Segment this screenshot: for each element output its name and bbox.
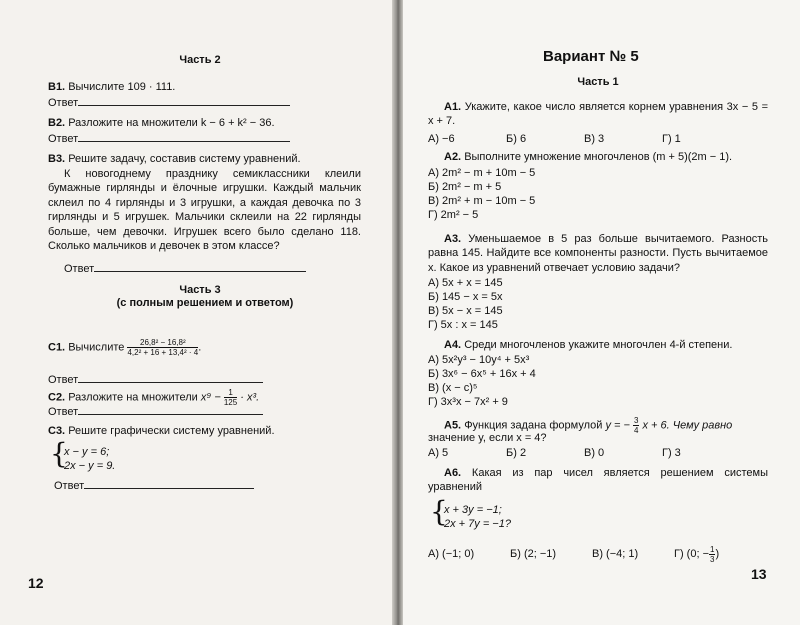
task-a3-label: А3. — [444, 233, 462, 245]
a4-options — [428, 353, 536, 409]
part3-title: Часть 3 — [179, 284, 221, 296]
c2-denominator: 125 — [223, 398, 238, 407]
task-a1-label: А1. — [444, 101, 462, 113]
task-b1-label: В1. — [48, 81, 66, 93]
a5-formula-a: y = − — [605, 419, 630, 432]
answer-line[interactable] — [78, 372, 263, 383]
task-a5-text-b: значение y, если x = 4? — [428, 432, 547, 444]
task-b3-label: В3. — [48, 153, 66, 165]
answer-line[interactable] — [84, 478, 254, 489]
answer-label: Ответ — [54, 480, 85, 492]
a5-options — [428, 446, 681, 460]
part2-title: Часть 2 — [179, 54, 221, 66]
task-a2-text: Выполните умножение многочленов (m + 5)(2m − 1). — [464, 151, 733, 163]
a3-option[interactable]: А) 5x + x = 145 — [428, 277, 503, 289]
task-b2 — [48, 116, 275, 130]
answer-label: Ответ — [48, 374, 79, 386]
c1-numerator: 26,8² − 16,8² — [127, 338, 198, 348]
a3-option[interactable]: Г) 5x : x = 145 — [428, 319, 498, 331]
task-b2-answer — [48, 131, 290, 146]
answer-label: Ответ — [64, 263, 95, 275]
a5-option[interactable]: Б) 2 — [506, 447, 527, 459]
task-c3-label: С3. — [48, 425, 66, 437]
a5-formula-b: x + 6. Чему равно — [642, 419, 733, 432]
task-a5-text-a: Функция задана формулой — [464, 419, 603, 432]
book-gutter — [392, 0, 403, 625]
page-number-right: 13 — [751, 566, 767, 582]
answer-label: Ответ — [48, 133, 79, 145]
a1-option[interactable]: А) −6 — [428, 133, 455, 145]
a6-option-text: Г) (0; − — [674, 548, 709, 561]
task-a6 — [428, 466, 768, 495]
task-c1: С1. Вычислите $\frac{\text{26,8² − 16,8²}}{\text{4,2² + 16 + 13,4² · 4}}$ . — [48, 338, 202, 357]
a5-option[interactable]: А) 5 — [428, 447, 449, 459]
c3-equation-1: x − y = 6; — [64, 446, 110, 458]
part1-title: Часть 1 — [577, 76, 619, 88]
task-b3 — [48, 152, 301, 166]
task-b3-answer — [64, 261, 306, 276]
a5-denominator: 4 — [633, 426, 639, 435]
a4-option[interactable]: А) 5x²y³ − 10y⁴ + 5x³ — [428, 354, 530, 366]
left-page — [0, 0, 392, 625]
a5-fraction — [633, 416, 639, 435]
a5-option[interactable]: Г) 3 — [662, 447, 681, 459]
task-b1-text: Вычислите 109 · 111. — [68, 81, 176, 93]
a1-option[interactable]: В) 3 — [584, 133, 605, 145]
c2-expr-b: · x³. — [240, 391, 260, 404]
task-a4-text: Среди многочленов укажите многочлен 4-й степени. — [464, 339, 733, 351]
a5-numerator: 3 — [633, 416, 639, 425]
task-a5-label: А5. — [444, 419, 462, 432]
c1-denominator: 4,2² + 16 + 13,4² · 4 — [127, 348, 199, 357]
a1-options — [428, 132, 681, 146]
a4-option[interactable]: В) (x − c)⁵ — [428, 382, 478, 394]
a4-option[interactable]: Г) 3x³x − 7x² + 9 — [428, 396, 508, 408]
a6-option[interactable]: Б) (2; −1) — [510, 548, 557, 561]
a1-option[interactable]: Г) 1 — [662, 133, 681, 145]
task-a2-label: А2. — [444, 151, 462, 163]
task-b3-body: К новогоднему празднику семиклассники клеили бумажные гирлянды и ёлочные игрушки. Каждый мальчик склеил по 4 гирлянды и 3 игрушки, а каждая девочка по 3 гирлянды и 5 игрушек. Мальчики склеили на 22 гирлянды больше, чем девочки. Игрушек всего было сделано 118. Сколько мальчиков и девочек в этом классе? — [48, 168, 361, 253]
a3-option[interactable]: В) 5x − x = 145 — [428, 305, 503, 317]
part3-subtitle: (с полным решением и ответом) — [116, 297, 294, 309]
task-a4-label: А4. — [444, 339, 462, 351]
c2-expr-a: x⁹ − — [200, 391, 221, 404]
a2-option[interactable]: А) 2m² − m + 10m − 5 — [428, 167, 536, 179]
task-b1 — [48, 80, 175, 94]
task-c3-answer — [54, 478, 254, 493]
answer-label: Ответ — [48, 97, 79, 109]
task-c1-label: С1. — [48, 341, 66, 354]
task-a6-text: Какая из пар чисел является решением системы уравнений — [428, 467, 769, 494]
task-a1-text: Укажите, какое число является корнем уравнения 3x − 5 = x + 7. — [428, 101, 768, 128]
a6-option[interactable]: А) (−1; 0) — [428, 548, 475, 561]
task-c3 — [48, 424, 275, 438]
a5-option[interactable]: В) 0 — [584, 447, 605, 459]
variant-title: Вариант № 5 — [543, 48, 639, 65]
a3-option[interactable]: Б) 145 − x = 5x — [428, 291, 503, 303]
c1-fraction — [127, 338, 198, 357]
task-a3 — [428, 232, 768, 275]
task-a1 — [428, 100, 768, 129]
a6-equation-2: 2x + 7y = −1? — [444, 518, 511, 530]
right-page — [403, 0, 800, 625]
a2-options — [428, 166, 535, 222]
task-a4 — [444, 338, 732, 352]
answer-line[interactable] — [78, 404, 263, 415]
a6-system-brace: { — [430, 495, 448, 528]
a6-option-numerator: 1 — [710, 545, 715, 554]
task-c1-answer — [48, 372, 263, 387]
c2-numerator: 1 — [224, 388, 237, 398]
a6-option[interactable]: В) (−4; 1) — [592, 548, 639, 561]
answer-line[interactable] — [94, 261, 306, 272]
task-b2-text: Разложите на множители k − 6 + k² − 36. — [68, 117, 275, 129]
a2-option[interactable]: Б) 2m² − m + 5 — [428, 181, 502, 193]
a6-option-close: ) — [715, 548, 720, 561]
task-a6-label: А6. — [444, 467, 462, 479]
task-b2-label: В2. — [48, 117, 66, 129]
a6-equation-1: x + 3y = −1; — [444, 504, 502, 516]
a6-options — [428, 545, 719, 564]
task-c2-label: С2. — [48, 391, 66, 404]
a6-option[interactable] — [674, 545, 719, 564]
task-c2-answer — [48, 404, 263, 419]
task-c2-text: Разложите на множители — [68, 391, 198, 404]
task-c3-text: Решите графически систему уравнений. — [68, 425, 275, 437]
answer-label: Ответ — [48, 406, 79, 418]
c3-equation-2: 2x − y = 9. — [64, 460, 116, 472]
answer-line[interactable] — [78, 131, 290, 142]
a3-options — [428, 276, 503, 332]
a2-option[interactable]: Г) 2m² − 5 — [428, 209, 479, 221]
answer-line[interactable] — [78, 95, 290, 106]
task-c1-text: Вычислите — [68, 341, 125, 354]
task-b3-text: Решите задачу, составив систему уравнений. — [68, 153, 301, 165]
a4-option[interactable]: Б) 3x⁶ − 6x⁵ + 16x + 4 — [428, 368, 536, 380]
a1-option[interactable]: Б) 6 — [506, 133, 527, 145]
page-number-left: 12 — [28, 575, 44, 591]
a2-option[interactable]: В) 2m² + m − 10m − 5 — [428, 195, 536, 207]
c3-system-brace: { — [50, 437, 68, 470]
a6-option-denominator: 3 — [710, 555, 715, 564]
task-a3-text: Уменьшаемое в 5 раз больше вычитаемого. Разность равна 145. Найдите все компоненты разности. Пусть вычитаемое x. Какое из уравнений отвечает условию задачи? — [428, 233, 769, 274]
task-b1-answer — [48, 95, 290, 110]
task-a2 — [444, 150, 732, 164]
